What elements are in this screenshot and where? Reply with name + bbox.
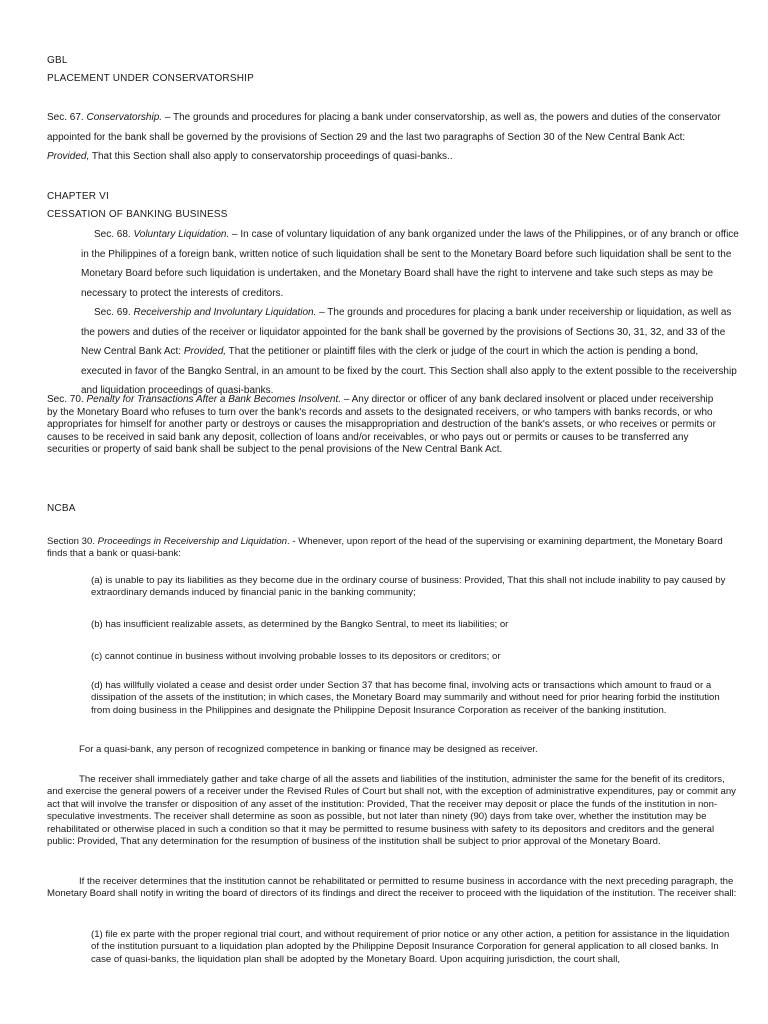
section-67-text: – The grounds and procedures for placing a bank under conservatorship, as well as, the powers and duties of the conservator appointed for the bank shall be governed by the provisions of Section 29 and the last two paragraphs of Section 30 of the New Central Bank Act: [47, 112, 721, 143]
section-68-number: Sec. 68. [94, 229, 134, 240]
section-69-text-end: That the petitioner or plaintiff files with the clerk or judge of the court in which the action is pending a bond, executed in favor of the Bangko Sentral, in an amount to be fixed by the court. This Section shall also apply to the extent possible to the receivership and liquidation proceedings of quasi-banks. [81, 346, 737, 396]
section-67-paragraph [47, 108, 729, 167]
section-69-title: Receivership and Involuntary Liquidation. [133, 307, 317, 318]
section-70-text: – Any director or officer of any bank declared insolvent or placed under receivership by the Monetary Board who refuses to turn over the bank's records and assets to the designated receivers, or who tampers with banks records, or who appropriates for himself for another party or destroys or causes the misappropriation and destruction of the bank's assets, or who receives or permits or causes to be received in said bank any deposit, collection of loans and/or receivables, or who pays out or permits or causes to be transferred any securities or property of said bank shall be subject to the penal provisions of the New Central Bank Act. [47, 394, 716, 456]
item-b: (b) has insufficient realizable assets, as determined by the Bangko Sentral, to meet its liabilities; or [91, 619, 509, 630]
chapter-title: CESSATION OF BANKING BUSINESS [47, 209, 228, 220]
section-68-text: – In case of voluntary liquidation of any bank organized under the laws of the Philippines, or of any branch or office in the Philippines of a foreign bank, written notice of such liquidation shall be sent to the Monetary Board before such liquidation shall be sent to the Monetary Board before such liquidation is undertaken, and the Monetary Board shall have the right to intervene and take such steps as may be necessary to protect the interests of creditors. [81, 229, 739, 299]
section-68-title: Voluntary Liquidation. [133, 229, 230, 240]
section-30-text: . - Whenever, upon report of the head of the supervising or examining department, the Monetary Board finds that a bank or quasi-bank: [47, 536, 723, 560]
item-a: (a) is unable to pay its liabilities as they become due in the ordinary course of business: Provided, That this shall not include inability to pay caused by extraordinary demands induced by financial panic in the banking community; [91, 575, 726, 599]
chapter-label: CHAPTER VI [47, 191, 110, 202]
section-30-title: Proceedings in Receivership and Liquidation [97, 536, 288, 547]
section-30-number: Section 30. [47, 536, 98, 547]
section-69-paragraph [81, 303, 741, 401]
section-69-number: Sec. 69. [94, 307, 134, 318]
section-67-title: Conservatorship. [86, 112, 163, 123]
section-68-paragraph [81, 225, 741, 303]
section-70-title: Penalty for Transactions After a Bank Becomes Insolvent. [86, 394, 342, 405]
item-c: (c) cannot continue in business without involving probable losses to its depositors or creditors; or [91, 651, 501, 662]
section-70-paragraph [47, 394, 723, 457]
section-67-provided: Provided, [47, 151, 90, 162]
item-d: (d) has willfully violated a cease and desist order under Section 37 that has become final, involving acts or transactions which amount to fraud or a dissipation of the assets of the institution; in which cases, the Monetary Board may summarily and without need for prior hearing forbid the institution from doing business in the Philippines and designate the Philippine Deposit Insurance Corporation as receiver of the banking institution. [91, 680, 720, 716]
conservatorship-heading: PLACEMENT UNDER CONSERVATORSHIP [47, 73, 254, 84]
section-70-number: Sec. 70. [47, 394, 87, 405]
section-30-paragraph [47, 536, 737, 561]
section-67-text-end: That this Section shall also apply to conservatorship proceedings of quasi-banks.. [89, 151, 453, 162]
receiver-paragraph: The receiver shall immediately gather and take charge of all the assets and liabilities of the institution, administer the same for the benefit of its creditors, and exercise the general powers of a receiver under the Revised Rules of Court but shall not, with the exception of administrative expenditures, pay or commit any act that will involve the transfer or disposition of any asset of the institution: Provided, That the receiver may deposit or place the funds of the institution in non-speculative investments. The receiver shall determine as soon as possible, but not later than ninety (90) days from take over, whether the institution may be rehabilitated or otherwise placed in such a condition so that it may be permitted to resume business with safety to its depositors and creditors and the general public: Provided, That any determination for the resumption of business of the institution shall be subject to prior approval of the Monetary Board. [47, 774, 736, 848]
quasi-bank-paragraph: For a quasi-bank, any person of recognized competence in banking or finance may be designed as receiver. [79, 744, 538, 755]
section-69-text: – The grounds and procedures for placing a bank under receivership or liquidation, as well as the powers and duties of the receiver or liquidator appointed for the bank shall be governed by the provisions of Sections 30, 31, 32, and 33 of the New Central Bank Act: [81, 307, 732, 357]
ncba-label: NCBA [47, 503, 76, 514]
item-1: (1) file ex parte with the proper regional trial court, and without requirement of prior notice or any other action, a petition for assistance in the liquidation of the institution pursuant to a liquidation plan adopted by the Philippine Deposit Insurance Corporation for general application to all closed banks. In case of quasi-banks, the liquidation plan shall be adopted by the Monetary Board. Upon acquiring jurisdiction, the court shall, [91, 929, 730, 965]
section-69-provided: Provided, [183, 346, 227, 357]
section-67-number: Sec. 67. [47, 112, 87, 123]
liquidation-paragraph: If the receiver determines that the institution cannot be rehabilitated or permitted to resume business in accordance with the next preceding paragraph, the Monetary Board shall notify in writing the board of directors of its findings and direct the receiver to proceed with the liquidation of the institution. The receiver shall: [47, 876, 737, 900]
gbl-label: GBL [47, 55, 68, 66]
